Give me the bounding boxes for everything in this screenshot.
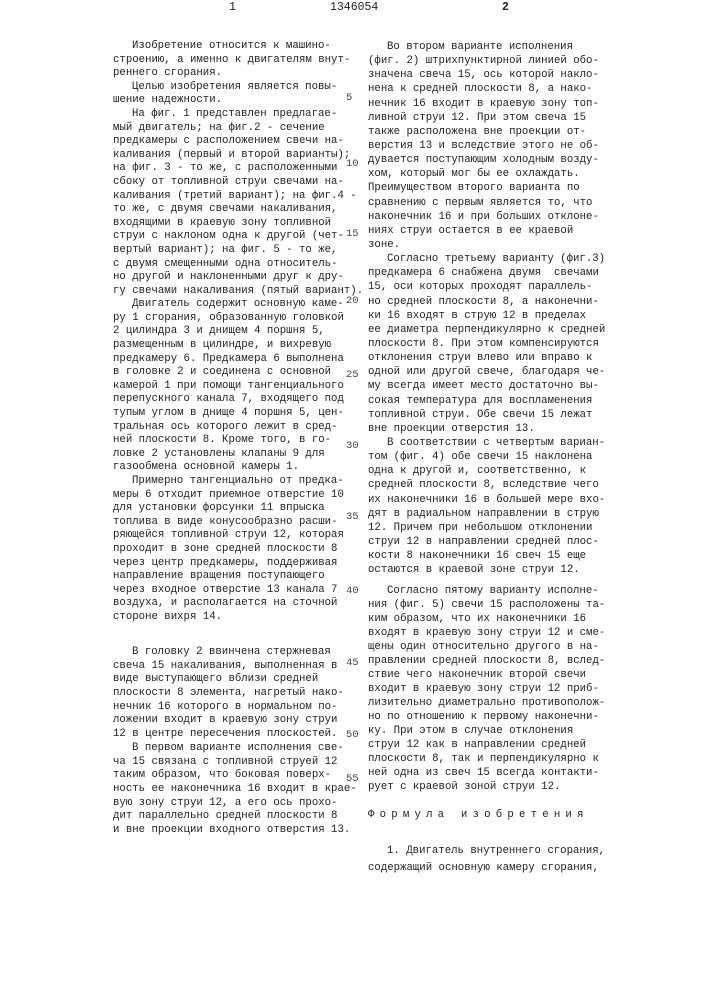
text-line: входящими в краевую зону топливной <box>113 217 363 231</box>
text-line: предкамеру 6. Предкамера 6 выполнена <box>113 353 363 367</box>
text-line: плоскости 8. При этом компенсируются <box>368 337 605 351</box>
text-line: зоне. <box>368 238 605 252</box>
text-line: В соответствии с четвертым вариан- <box>368 436 605 450</box>
text-line: предкамеры с расположением свечи на- <box>113 135 363 149</box>
text-line: значена свеча 15, ось которой накло- <box>368 68 605 82</box>
text-line: сбоку от топливной струи свечами на- <box>113 176 363 190</box>
text-line: содержащий основную камеру сгорания, <box>368 860 605 877</box>
text-line: хом, который мог бы ее охлаждать. <box>368 167 605 181</box>
text-line: 1. Двигатель внутреннего сгорания, <box>368 843 605 860</box>
text-line: дят в радиальном направлении в струю <box>368 507 605 521</box>
text-line: ниях струи остается в ее краевой <box>368 224 605 238</box>
text-line: правлении средней плоскости 8, вслед- <box>368 654 605 668</box>
text-line: струи 12 как в направлении средней <box>368 738 605 752</box>
text-line: на фиг. 3 - то же, с расположенными <box>113 162 363 176</box>
text-line: реннего сгорания. <box>113 67 363 81</box>
text-line: лизительно диаметрально противополож- <box>368 696 605 710</box>
patent-number: 1346054 <box>330 1 378 14</box>
margin-line-number: 5 <box>346 92 352 104</box>
text-line: их наконечники 16 в большей мере вхо- <box>368 493 605 507</box>
text-line: газообмена основной камеры 1. <box>113 461 363 475</box>
margin-line-number: 10 <box>346 158 359 170</box>
text-line: плоскости 8 элемента, нагретый нако- <box>113 687 357 701</box>
page-number-left: 1 <box>229 1 236 14</box>
text-line: одной или другой свече, благодаря че- <box>368 365 605 379</box>
text-line: ствие чего наконечник второй свечи <box>368 668 605 682</box>
text-line: плоскости 8, так и перпендикулярно к <box>368 752 605 766</box>
right-column-block-1 <box>368 40 605 577</box>
text-line: каливания (третий вариант); на фиг.4 - <box>113 190 363 204</box>
margin-line-number: 15 <box>346 228 359 240</box>
text-line: воздуха, и располагается на сточной <box>113 597 363 611</box>
margin-line-number: 35 <box>346 511 359 523</box>
text-line: топливной струи. Обе свечи 15 лежат <box>368 408 605 422</box>
text-line: 15, оси которых проходят параллель- <box>368 280 605 294</box>
right-column-block-2 <box>368 584 605 794</box>
margin-line-number: 40 <box>346 585 359 597</box>
text-line: ловке 2 установлены клапаны 9 для <box>113 448 363 462</box>
text-line: 12 в центре пересечения плоскостей. <box>113 728 357 742</box>
text-line: входят в краевую зону струи 12 и сме- <box>368 626 605 640</box>
text-line: с двумя смещенными одна относитель- <box>113 258 363 272</box>
text-line: но другой и наклоненными друг к дру- <box>113 271 363 285</box>
text-line: Согласно третьему варианту (фиг.3) <box>368 252 605 266</box>
text-line: дит параллельно средней плоскости 8 <box>113 810 357 824</box>
text-line: строению, а именно к двигателям внут- <box>113 54 363 68</box>
page-number-right: 2 <box>502 1 509 14</box>
text-line: шение надежности. <box>113 94 363 108</box>
text-line: для установки форсунки 11 впрыска <box>113 502 363 516</box>
text-line: отклонения струи влево или вправо к <box>368 351 605 365</box>
text-line: ней плоскости 8. Кроме того, в го- <box>113 434 363 448</box>
text-line: Двигатель содержит основную каме- <box>113 298 363 312</box>
text-line: нечник 16 входит в краевую зону топ- <box>368 97 605 111</box>
text-line: ее диаметра перпендикулярно к средней <box>368 323 605 337</box>
text-line: и вне проекции входного отверстия 13. <box>113 824 357 838</box>
text-line: В головку 2 ввинчена стержневая <box>113 646 357 660</box>
text-line: наконечник 16 и при больших отклоне- <box>368 210 605 224</box>
text-line: также расположена вне проекции от- <box>368 125 605 139</box>
text-line: кости 8 наконечники 16 свеч 15 еще <box>368 549 605 563</box>
text-line: ряющейся топливной струи 12, которая <box>113 529 363 543</box>
text-line: рует с краевой зоной струи 12. <box>368 780 605 794</box>
text-line: гу свечами накаливания (пятый вариант). <box>113 285 363 299</box>
text-line: вертый вариант); на фиг. 5 - то же, <box>113 244 363 258</box>
text-line: ливной струи 12. При этом свеча 15 <box>368 111 605 125</box>
text-line: вне проекции отверстия 13. <box>368 422 605 436</box>
margin-line-number: 55 <box>346 773 359 785</box>
text-line: через входное отверстие 13 канала 7 <box>113 584 363 598</box>
text-line: му всегда имеет место достаточно вы- <box>368 379 605 393</box>
text-line: но по отношению к первому наконечни- <box>368 710 605 724</box>
text-line: Во втором варианте исполнения <box>368 40 605 54</box>
text-line: (фиг. 2) штрихпунктирной линией обо- <box>368 54 605 68</box>
text-line: направление вращения поступающего <box>113 570 363 584</box>
text-line: проходит в зоне средней плоскости 8 <box>113 543 363 557</box>
text-line: входит в краевую зону струи 12 приб- <box>368 682 605 696</box>
text-line: остаются в краевой зоне струи 12. <box>368 563 605 577</box>
text-line: На фиг. 1 представлен предлагае- <box>113 108 363 122</box>
text-line: но средней плоскости 8, а наконечни- <box>368 295 605 309</box>
text-line: том (фиг. 4) обе свечи 15 наклонена <box>368 450 605 464</box>
text-line: стороне вихря 14. <box>113 611 363 625</box>
text-line: Преимуществом второго варианта по <box>368 181 605 195</box>
text-line: виде выступающего вблизи средней <box>113 673 357 687</box>
text-line: 12. Причем при небольшом отклонении <box>368 521 605 535</box>
text-line: сокая температура для воспламенения <box>368 394 605 408</box>
text-line: тральная ось которого лежит в сред- <box>113 421 363 435</box>
text-line: щены один относительно другого в на- <box>368 640 605 654</box>
text-line: ложении входит в краевую зону струи <box>113 714 357 728</box>
text-line: сравнению с первым является то, что <box>368 196 605 210</box>
text-line: свеча 15 накаливания, выполненная в <box>113 660 357 674</box>
text-line: в головке 2 и соединена с основной <box>113 366 363 380</box>
margin-line-number: 30 <box>346 440 359 452</box>
text-line: В первом варианте исполнения све- <box>113 742 357 756</box>
text-line: меры 6 отходит приемное отверстие 10 <box>113 489 363 503</box>
text-line: предкамера 6 снабжена двумя свечами <box>368 266 605 280</box>
text-line: дувается поступающим холодным возду- <box>368 153 605 167</box>
text-line: одна к другой и, соответственно, к <box>368 464 605 478</box>
text-line: ру 1 сгорания, образованную головкой <box>113 312 363 326</box>
margin-line-number: 25 <box>346 369 359 381</box>
text-line: через центр предкамеры, поддерживая <box>113 557 363 571</box>
text-line: 2 цилиндра 3 и днищем 4 поршня 5, <box>113 325 363 339</box>
text-line: ки 16 входят в струю 12 в пределах <box>368 309 605 323</box>
text-line: перепускного канала 7, входящего под <box>113 393 363 407</box>
text-line: ней одна из свеч 15 всегда контакти- <box>368 766 605 780</box>
text-line: таким образом, что боковая поверх- <box>113 769 357 783</box>
text-line: Согласно пятому варианту исполне- <box>368 584 605 598</box>
margin-line-number: 45 <box>346 657 359 669</box>
margin-line-number: 20 <box>346 295 359 307</box>
text-line: нечник 16 которого в нормальном по- <box>113 701 357 715</box>
text-line: Целью изобретения является повы- <box>113 81 363 95</box>
text-line: ким образом, что их наконечники 16 <box>368 612 605 626</box>
text-line: вую зону струи 12, а его ось прохо- <box>113 797 357 811</box>
text-line: средней плоскости 8, вследствие чего <box>368 478 605 492</box>
text-line: Изобретение относится к машино- <box>113 40 363 54</box>
text-line: мый двигатель; на фиг.2 - сечение <box>113 122 363 136</box>
text-line: топлива в виде конусообразно расши- <box>113 516 363 530</box>
text-line: ча 15 связана с топливной струей 12 <box>113 756 357 770</box>
claim-1 <box>368 843 605 877</box>
text-line: камерой 1 при помощи тангенциального <box>113 380 363 394</box>
margin-line-number: 50 <box>346 729 359 741</box>
text-line: ния (фиг. 5) свечи 15 расположены та- <box>368 598 605 612</box>
left-column-block-2 <box>113 646 357 838</box>
text-line: струи с наклоном одна к другой (чет- <box>113 230 363 244</box>
text-line: ку. При этом в случае отклонения <box>368 724 605 738</box>
text-line: размещенным в цилиндре, и вихревую <box>113 339 363 353</box>
text-line: Примерно тангенциально от предка- <box>113 475 363 489</box>
text-line: каливания (первый и второй варианты); <box>113 149 363 163</box>
text-line: нена к средней плоскости 8, а нако- <box>368 82 605 96</box>
text-line: верстия 13 и вследствие этого не об- <box>368 139 605 153</box>
text-line: ность ее наконечника 16 входит в крае- <box>113 783 357 797</box>
text-line: то же, с двумя свечами накаливания, <box>113 203 363 217</box>
text-line: струи 12 в направлении средней плос- <box>368 535 605 549</box>
text-line: тупым углом в днище 4 поршня 5, цен- <box>113 407 363 421</box>
left-column-block-1 <box>113 40 363 625</box>
formula-heading: Формула изобретения <box>368 809 589 821</box>
